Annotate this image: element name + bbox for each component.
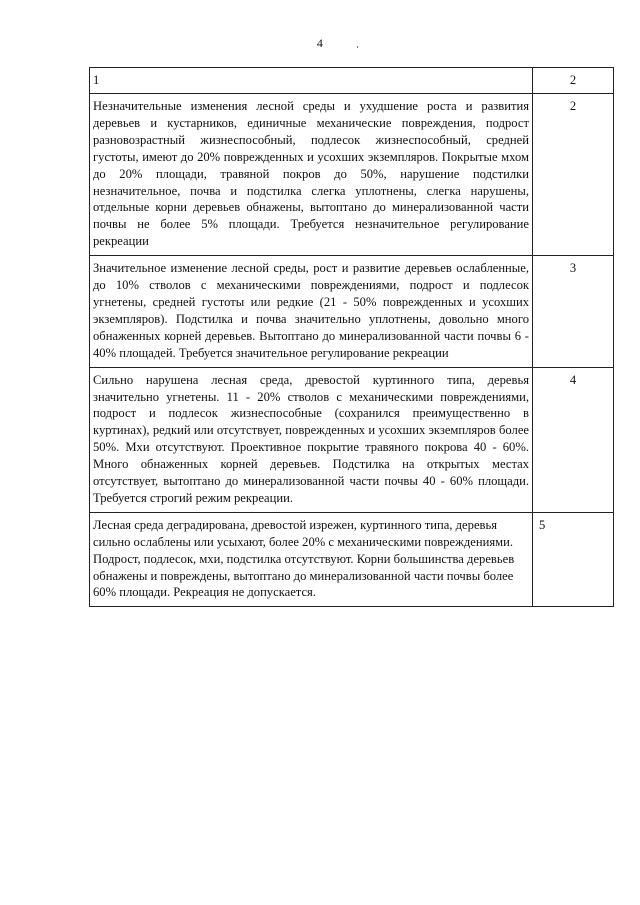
table-row <box>90 367 614 512</box>
row-description: Сильно нарушена лесная среда, древостой куртинного типа, деревья значительно угнетены. 11 - 20% стволов с механическими повреждениями, подрост и подлесок жизнеспособные (сохранился преимущественно в куртинах), редкий или отсутствует, поврежденных и усохших экземпляров более 50%. Мхи отсутствуют. Проективное покрытие травяного покрова 40 - 60%. Много обнаженных корней деревьев. Подстилка на открытых местах отсутствует, вытоптано до минерализованной части почвы 40 - 60% площади. Требуется строгий режим рекреации. <box>90 367 533 512</box>
header-cell-grade: 2 <box>533 68 614 94</box>
table-row <box>90 94 614 256</box>
recreation-degradation-table <box>89 67 614 607</box>
row-grade: 5 <box>533 512 614 607</box>
row-grade: 4 <box>533 367 614 512</box>
row-grade: 2 <box>533 94 614 256</box>
row-grade: 3 <box>533 256 614 367</box>
row-description: Лесная среда деградирована, древостой изрежен, куртинного типа, деревья сильно ослаблены или усыхают, более 20% с механическими повреждениями. Подрост, подлесок, мхи, подстилка отсутствуют. Корни большинства деревьев обнажены и повреждены, вытоптано до минерализованной части почвы более 60% площади. Рекреация не допускается. <box>90 512 533 607</box>
page-number: 4 <box>316 36 324 50</box>
header-cell-description: 1 <box>90 68 533 94</box>
table-row <box>90 512 614 607</box>
table-row <box>90 256 614 367</box>
row-description: Незначительные изменения лесной среды и ухудшение роста и развития деревьев и кустарников, единичные механические повреждения, подрост разновозрастный жизнеспособный, подлесок жизнеспособный, средней густоты, имеют до 20% поврежденных и усохших экземпляров. Покрытые мхом до 20% площади, травяной покров до 50%, нарушение подстилки незначительное, почва и подстилка слегка уплотнены, слегка нарушены, отдельные корни деревьев обнажены, вытоптано до минерализованной части почвы не более 5% площади. Требуется незначительное регулирование рекреации <box>90 94 533 256</box>
row-description: Значительное изменение лесной среды, рост и развитие деревьев ослабленные, до 10% стволов с механическими повреждениями, подрост и подлесок угнетены, средней густоты или редкие (21 - 50% поврежденных и усохших экземпляров). Подстилка и почва значительно уплотнены, довольно много обнаженных корней деревьев. Вытоптано до минерализованной части почвы 6 - 40% площадей. Требуется значительное регулирование рекреации <box>90 256 533 367</box>
scan-speck <box>357 46 358 48</box>
table-header-row <box>90 68 614 94</box>
